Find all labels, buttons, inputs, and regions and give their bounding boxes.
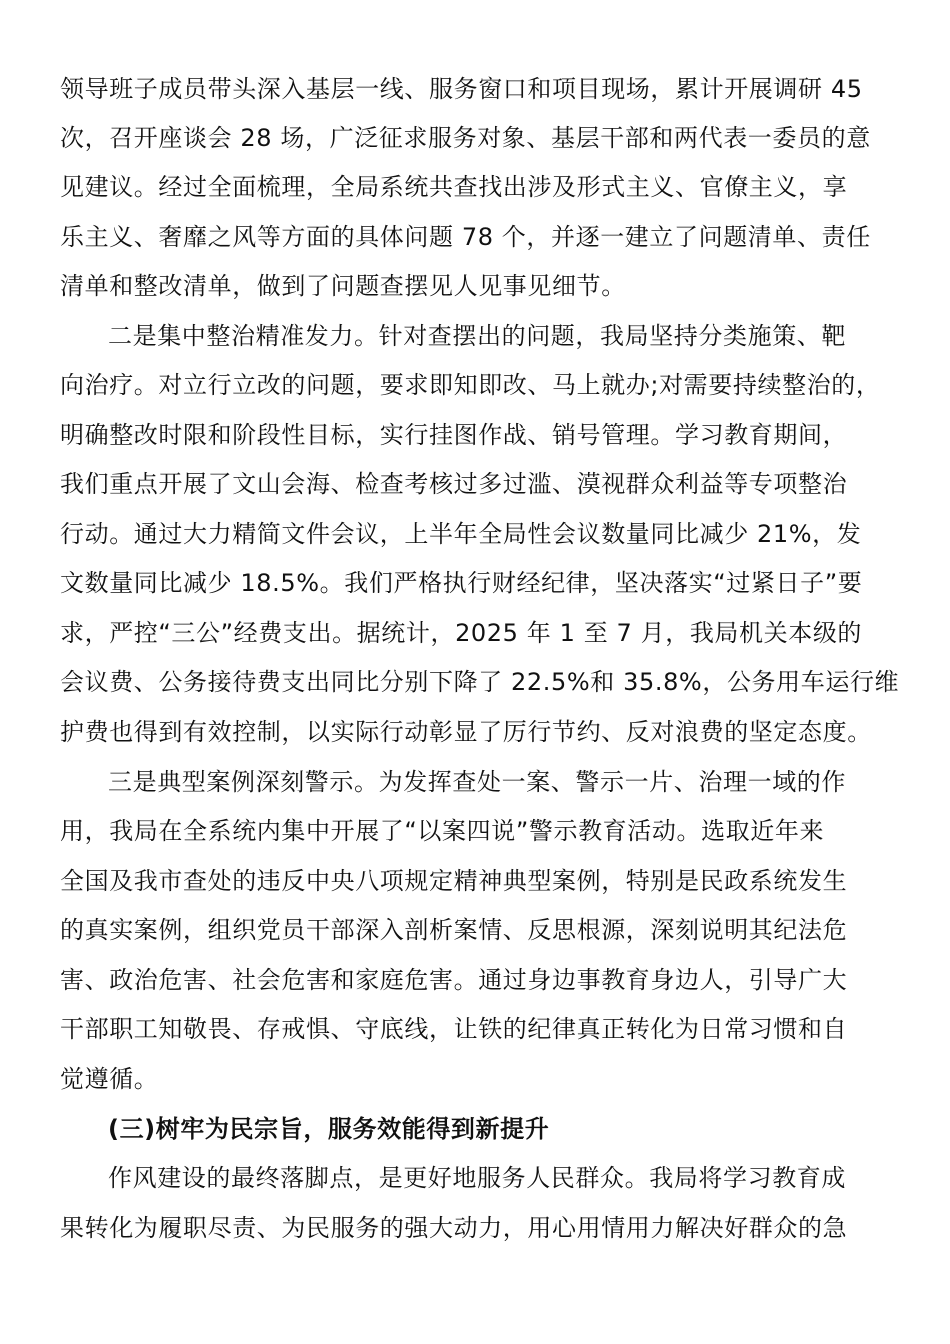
paragraph-line: 护费也得到有效控制，以实际行动彰显了厉行节约、反对浪费的坚定态度。 — [60, 718, 872, 746]
section-heading: (三)树牢为民宗旨，服务效能得到新提升 — [108, 1115, 550, 1143]
paragraph-line: 全国及我市查处的违反中央八项规定精神典型案例，特别是民政系统发生 — [60, 867, 848, 895]
paragraph-line: 清单和整改清单，做到了问题查摆见人见事见细节。 — [60, 272, 626, 300]
paragraph-line: 求，严控“三公”经费支出。据统计，2025 年 1 至 7 月，我局机关本级的 — [60, 619, 863, 647]
paragraph-line: 领导班子成员带头深入基层一线、服务窗口和项目现场，累计开展调研 45 — [60, 75, 863, 103]
paragraph-line: 见建议。经过全面梳理，全局系统共查找出涉及形式主义、官僚主义，享 — [60, 173, 848, 201]
paragraph-line-indented: 作风建设的最终落脚点，是更好地服务人民群众。我局将学习教育成 — [108, 1164, 846, 1192]
paragraph-line: 干部职工知敬畏、存戒惧、守底线，让铁的纪律真正转化为日常习惯和自 — [60, 1015, 848, 1043]
paragraph-line: 次，召开座谈会 28 场，广泛征求服务对象、基层干部和两代表一委员的意 — [60, 124, 871, 152]
paragraph-line: 明确整改时限和阶段性目标，实行挂图作战、销号管理。学习教育期间， — [60, 421, 848, 449]
paragraph-line: 行动。通过大力精简文件会议，上半年全局性会议数量同比减少 21%，发 — [60, 520, 862, 548]
paragraph-line: 用，我局在全系统内集中开展了“以案四说”警示教育活动。选取近年来 — [60, 817, 825, 845]
paragraph-line: 害、政治危害、社会危害和家庭危害。通过身边事教育身边人，引导广大 — [60, 966, 848, 994]
paragraph-line: 乐主义、奢靡之风等方面的具体问题 78 个，并逐一建立了问题清单、责任 — [60, 223, 871, 251]
paragraph-line: 觉遵循。 — [60, 1065, 159, 1093]
paragraph-line: 的真实案例，组织党员干部深入剖析案情、反思根源，深刻说明其纪法危 — [60, 916, 848, 944]
paragraph-line: 果转化为履职尽责、为民服务的强大动力，用心用情用力解决好群众的急 — [60, 1214, 848, 1242]
paragraph-line: 我们重点开展了文山会海、检查考核过多过滥、漠视群众利益等专项整治 — [60, 470, 848, 498]
paragraph-line: 向治疗。对立行立改的问题，要求即知即改、马上就办;对需要持续整治的， — [60, 371, 881, 399]
paragraph-line: 文数量同比减少 18.5%。我们严格执行财经纪律，坚决落实“过紧日子”要 — [60, 569, 863, 597]
paragraph-line-indented: 三是典型案例深刻警示。为发挥查处一案、警示一片、治理一域的作 — [108, 768, 846, 796]
paragraph-line-indented: 二是集中整治精准发力。针对查摆出的问题，我局坚持分类施策、靶 — [108, 322, 846, 350]
paragraph-line: 会议费、公务接待费支出同比分别下降了 22.5%和 35.8%，公务用车运行维 — [60, 668, 900, 696]
